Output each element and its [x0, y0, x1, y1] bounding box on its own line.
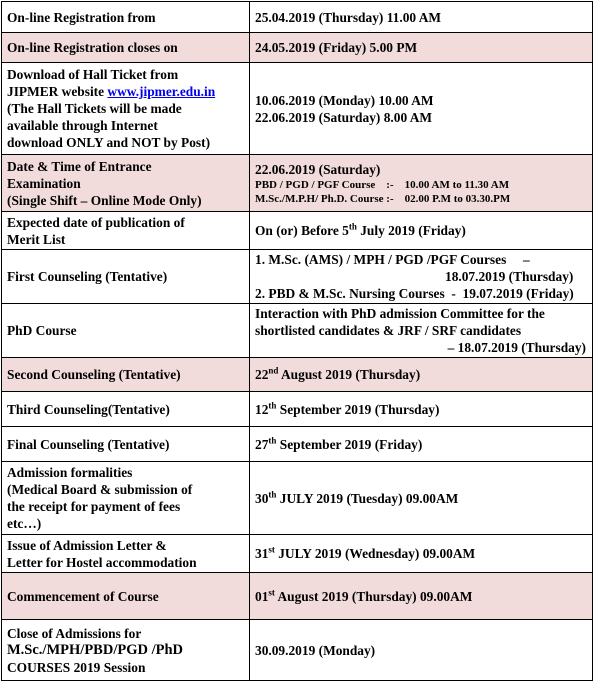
- event-cell: Final Counseling (Tentative): [2, 427, 250, 462]
- date-cell: 01st August 2019 (Thursday) 09.00AM: [250, 573, 593, 620]
- table-row: [2, 250, 593, 304]
- date-cell: On (or) Before 5th July 2019 (Friday): [250, 212, 593, 250]
- table-row: [2, 392, 593, 427]
- table-row: [2, 63, 593, 155]
- date-cell: 30th JULY 2019 (Tuesday) 09.00AM: [250, 462, 593, 535]
- table-row: [2, 304, 593, 358]
- event-cell: Expected date of publication of Merit List: [2, 212, 250, 250]
- table-row: [2, 358, 593, 392]
- event-cell: Third Counseling(Tentative): [2, 392, 250, 427]
- event-cell: First Counseling (Tentative): [2, 250, 250, 304]
- table-row: [2, 155, 593, 212]
- table-row: [2, 2, 593, 33]
- date-cell: Interaction with PhD admission Committee for the shortlisted candidates & JRF / SRF candidates – 18.07.2019 (Thursday): [250, 304, 593, 358]
- table-row: [2, 33, 593, 63]
- event-cell: On-line Registration from: [2, 2, 250, 33]
- date-cell: 24.05.2019 (Friday) 5.00 PM: [250, 33, 593, 63]
- table-row: [2, 212, 593, 250]
- event-cell: On-line Registration closes on: [2, 33, 250, 63]
- event-cell: Admission formalities (Medical Board & submission of the receipt for payment of fees etc…): [2, 462, 250, 535]
- table-row: [2, 573, 593, 620]
- event-cell: Commencement of Course: [2, 573, 250, 620]
- table-row: [2, 620, 593, 681]
- date-cell: 30.09.2019 (Monday): [250, 620, 593, 681]
- date-cell: 12th September 2019 (Thursday): [250, 392, 593, 427]
- date-cell: 10.06.2019 (Monday) 10.00 AM 22.06.2019 (Saturday) 8.00 AM: [250, 63, 593, 155]
- table-row: [2, 535, 593, 573]
- event-cell: PhD Course: [2, 304, 250, 358]
- admission-schedule-table: [1, 1, 593, 681]
- date-cell: 22.06.2019 (Saturday) PBD / PGD / PGF Course :- 10.00 AM to 11.30 AM M.Sc./M.P.H/ Ph.D. Course :- 02.00 P.M to 03.30.PM: [250, 155, 593, 212]
- table-row: [2, 462, 593, 535]
- event-cell: Download of Hall Ticket from JIPMER website www.jipmer.edu.in (The Hall Tickets will be made available through Internet download ONLY and NOT by Post): [2, 63, 250, 155]
- date-cell: 31st JULY 2019 (Wednesday) 09.00AM: [250, 535, 593, 573]
- table-row: [2, 427, 593, 462]
- event-cell: Issue of Admission Letter & Letter for Hostel accommodation: [2, 535, 250, 573]
- date-cell: 22nd August 2019 (Thursday): [250, 358, 593, 392]
- date-cell: 1. M.Sc. (AMS) / MPH / PGD /PGF Courses – 18.07.2019 (Thursday) 2. PBD & M.Sc. Nursing Courses - 19.07.2019 (Friday): [250, 250, 593, 304]
- jipmer-website-link[interactable]: www.jipmer.edu.in: [107, 84, 216, 99]
- event-cell: Close of Admissions for M.Sc./MPH/PBD/PGD /PhD COURSES 2019 Session: [2, 620, 250, 681]
- date-cell: 27th September 2019 (Friday): [250, 427, 593, 462]
- date-cell: 25.04.2019 (Thursday) 11.00 AM: [250, 2, 593, 33]
- event-cell: Date & Time of Entrance Examination (Single Shift – Online Mode Only): [2, 155, 250, 212]
- event-cell: Second Counseling (Tentative): [2, 358, 250, 392]
